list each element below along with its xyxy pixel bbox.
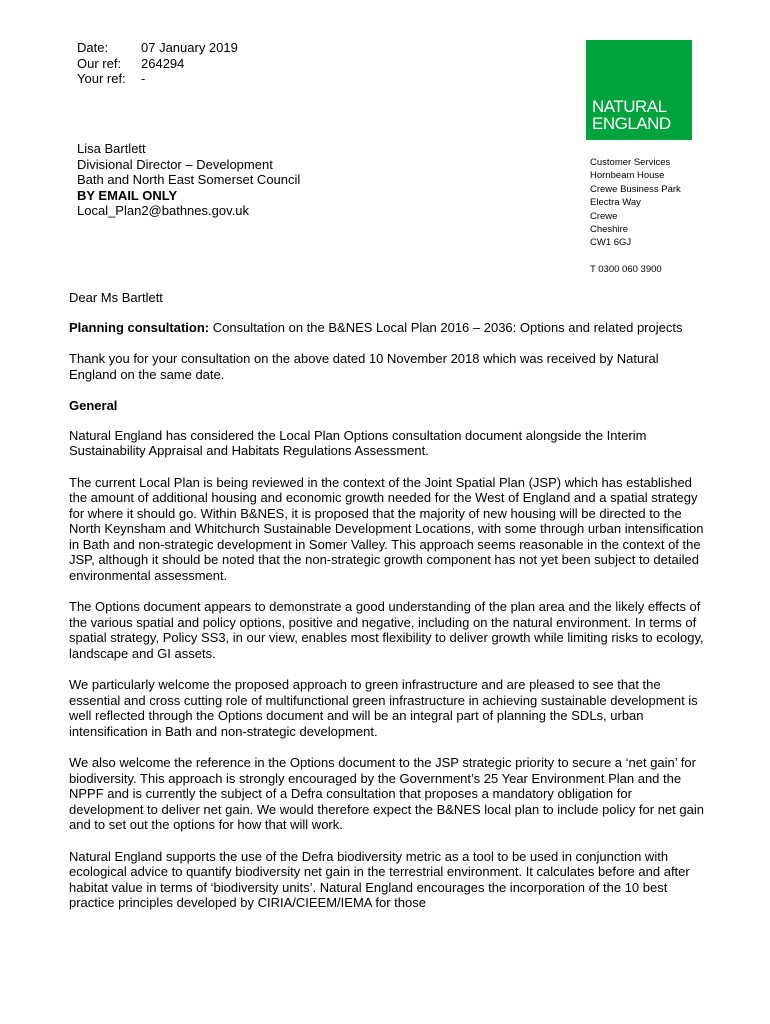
recipient-block	[77, 141, 300, 219]
body-paragraph: We also welcome the reference in the Options document to the JSP strategic priority to secure a ‘net gain’ for biodiversity. This approach is strongly encouraged by the Government’s 25 Year Environment Plan and the NPPF and is currently the subject of a Defra consultation that proposes a mandatory obligation for development to deliver net gain. We would therefore expect the B&NES local plan to include policy for net gain and to set out the options for how that will work.	[69, 755, 704, 832]
logo-text	[592, 98, 671, 132]
section-heading: General	[69, 398, 118, 413]
body-paragraph: The Options document appears to demonstrate a good understanding of the plan area and the likely effects of the various spatial and policy options, positive and negative, including on the natural environment. In terms of spatial strategy, Policy SS3, in our view, enables most flexibility to deliver growth while limiting risks to ecology, landscape and GI assets.	[69, 599, 704, 661]
our-ref-label: Our ref:	[77, 55, 122, 71]
our-ref-value: 264294	[141, 55, 185, 71]
recipient-organisation: Bath and North East Somerset Council	[77, 172, 301, 187]
address-line: CW1 6GJ	[590, 237, 632, 249]
body-paragraph: Natural England has considered the Local Plan Options consultation document alongside the Interim Sustainability Appraisal and Habitats Regulations Assessment.	[69, 427, 647, 458]
letter-meta	[77, 40, 238, 87]
subject-line	[69, 320, 709, 336]
address-line: Customer Services	[590, 157, 671, 168]
subject-label: Planning consultation:	[69, 319, 210, 335]
address-line: Electra Way	[590, 197, 641, 209]
address-line: Crewe Business Park	[590, 183, 681, 195]
recipient-name: Lisa Bartlett	[77, 141, 146, 156]
address-line: Hornbeam House	[590, 170, 665, 182]
letter-body	[69, 290, 709, 927]
date-row	[77, 40, 238, 56]
salutation: Dear Ms Bartlett	[69, 290, 163, 305]
date-label: Date:	[77, 40, 109, 55]
your-ref-value: -	[141, 71, 146, 86]
body-paragraph: We particularly welcome the proposed approach to green infrastructure and are pleased to see that the essential and cross cutting role of multifunctional green infrastructure in achieving sustainable development is well reflected through the Options document and will be an integral part of planning the SDLs, urban intensification in Bath and non-strategic development.	[69, 677, 698, 739]
your-ref-row	[77, 71, 238, 87]
logo-line-2: ENGLAND	[592, 114, 671, 133]
natural-england-logo	[586, 40, 692, 140]
body-paragraph: Natural England supports the use of the Defra biodiversity metric as a tool to be used in conjunction with ecological advice to quantify biodiversity net gain in the terrestrial environment. It calculates before and after habitat value in terms of ‘biodiversity units’. Natural England encourages the incorporation of the 10 best practice principles developed by CIRIA/CIEEM/IEMA for those	[69, 848, 690, 910]
subject-text: Consultation on the B&NES Local Plan 2016 – 2036: Options and related projects	[209, 319, 683, 335]
delivery-method: BY EMAIL ONLY	[77, 187, 178, 203]
address-line: Cheshire	[590, 224, 629, 236]
intro-paragraph: Thank you for your consultation on the above dated 10 November 2018 which was received by Natural England on the same date.	[69, 351, 659, 382]
recipient-email: Local_Plan2@bathnes.gov.uk	[77, 203, 249, 218]
your-ref-label: Your ref:	[77, 71, 126, 86]
body-paragraph: The current Local Plan is being reviewed in the context of the Joint Spatial Plan (JSP) which has established the amount of additional housing and economic growth needed for the West of England and a spatial strategy for where it should go. Within B&NES, it is proposed that the majority of new housing will be directed to the North Keynsham and Whitchurch Sustainable Development Locations, with some through urban intensification in Bath and non-strategic development in Somer Valley. This approach seems reasonable in the context of the JSP, although it should be noted that the non-strategic growth component has not yet been subject to detailed environmental assessment.	[69, 474, 704, 583]
date-value: 07 January 2019	[141, 40, 238, 55]
our-ref-row	[77, 56, 238, 72]
recipient-title: Divisional Director – Development	[77, 156, 273, 172]
address-line: Crewe	[590, 210, 618, 222]
phone-number: T 0300 060 3900	[590, 263, 662, 275]
logo-line-1: NATURAL	[592, 97, 667, 116]
sender-address	[590, 156, 681, 276]
